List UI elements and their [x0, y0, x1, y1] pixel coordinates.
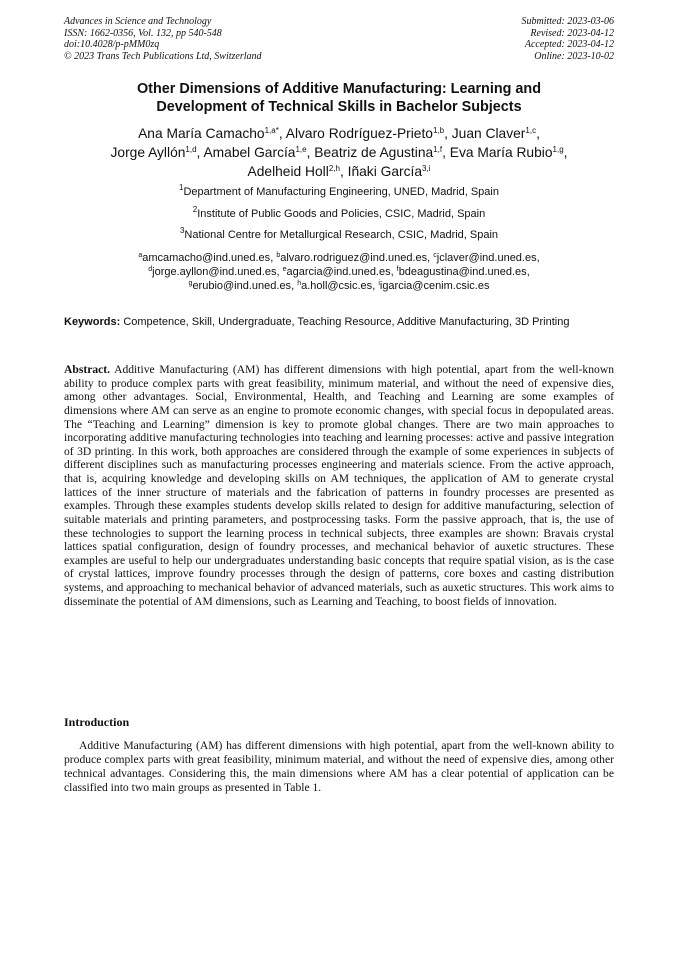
submitted-date: Submitted: 2023-03-06: [521, 16, 614, 27]
introduction-heading: Introduction: [64, 715, 130, 729]
doi: doi:10.4028/p-pMM0zq: [64, 39, 160, 50]
email-separator: ,: [372, 280, 379, 292]
email-line-2: [64, 265, 614, 279]
author-list: [50, 124, 628, 181]
author-affil-mark: 1,g: [552, 145, 564, 154]
email-list: [64, 251, 614, 293]
publication-dates: [522, 16, 615, 62]
email-address[interactable]: agarcia@ind.uned.es: [286, 266, 391, 278]
abstract-label: Abstract.: [64, 363, 111, 376]
author-line-3: [50, 162, 628, 181]
affiliation-1: [64, 183, 614, 199]
email-address[interactable]: alvaro.rodriguez@ind.uned.es: [280, 252, 428, 264]
author-separator: ,: [444, 126, 452, 141]
email-mark: b: [276, 252, 281, 259]
keywords-label: Keywords:: [64, 316, 121, 328]
affiliation-3: [64, 226, 614, 242]
author-name: Alvaro Rodríguez-Prieto: [285, 126, 433, 141]
journal-name: Advances in Science and Technology: [64, 16, 212, 27]
email-separator: ,: [390, 266, 397, 278]
keywords-text: Competence, Skill, Undergraduate, Teaching Resource, Additive Manufacturing, 3D Printing: [123, 316, 570, 328]
author-separator: ,: [278, 126, 286, 141]
author-affil-mark: 1,f: [433, 145, 443, 154]
email-separator: ,: [276, 266, 283, 278]
author-affil-mark: 1,d: [185, 145, 197, 154]
keywords: [64, 315, 614, 329]
author-separator: ,: [339, 164, 348, 179]
email-mark: g: [188, 280, 193, 287]
email-address[interactable]: igarcia@cenim.csic.es: [379, 280, 490, 292]
revised-date: Revised: 2023-04-12: [530, 27, 614, 39]
author-affil-mark: 1,b: [432, 126, 445, 135]
introduction-paragraph: Additive Manufacturing (AM) has different dimensions with high potential, apart from the well-known ability to produce complex parts with great feasibility, minimum material, and without the need of expensive dies, among other technical advantages. Considering this, the main dimensions where AM has a clear potential of application can be classified into two main groups as presented in Table 1.: [64, 739, 614, 794]
affiliation-number: 1: [179, 183, 184, 192]
affiliation-text: National Centre for Metallurgical Research, CSIC, Madrid, Spain: [184, 229, 499, 241]
email-mark: e: [282, 266, 287, 273]
online-date: Online: 2023-10-02: [534, 50, 614, 62]
author-separator: ,: [563, 145, 568, 160]
author-separator: ,: [442, 145, 450, 160]
title-line-2: Development of Technical Skills in Bachelor Subjects: [156, 99, 522, 115]
title-line-1: Other Dimensions of Additive Manufacturing: Learning and: [136, 81, 542, 97]
affiliation-number: 3: [179, 226, 185, 235]
author-name: Eva María Rubio: [449, 145, 553, 160]
abstract-text: Additive Manufacturing (AM) has different dimensions with high potential, apart from the well-known ability to produce complex parts with great feasibility, minimum material, and without the need of expensive dies, among other advantages. Social, Environmental, Health, and Teaching and Learning are some examples of dimensions where AM can serve as an engine to promote economic changes, with special focus in depopulated areas. The “Teaching and Learning” dimension is key to promote global changes. There are two main approaches to incorporating additive manufacturing technologies into teaching and learning processes: active and passive integration of 3D printing. In this work, both approaches are considered through the example of some experiences in subjects of different disciplines such as manufacturing processes engineering and materials science. From the active approach, that is, acquiring knowledge and developing skills on AM techniques, the application of AM to generate crystal lattices of the inner structure of materials and the fabrication of patterns in foundry processes are presented as examples. Through these examples students develop skills related to design for additive manufacturing, selection of suitable materials and printing parameters, and postprocessing tasks. Form the passive approach, that is, the use of these technologies to support the learning process in technical subjects, three examples are shown: Bravais crystal lattices spatial configuration, design of foundry processes, and mechanical behavior of auxetic structures. These examples are useful to help our undergraduates understanding basic concepts that require spatial vision, as is the case of crystal lattices, improve foundry processes through the design of patterns, core boxes and casting distribution systems, and approaching to mechanical behavior of advanced materials, such as auxetic structures. This work aims to disseminate the potential of AM dimensions, such as Learning and Teaching, to boost fields of innovation.: [64, 363, 614, 608]
author-name: Iñaki García: [347, 164, 423, 179]
author-affil-mark: 1,e: [295, 145, 307, 154]
author-name: Adelheid Holl: [247, 164, 329, 179]
email-address[interactable]: a.holl@csic.es: [301, 280, 373, 292]
email-address[interactable]: bdeagustina@ind.uned.es: [398, 266, 527, 278]
author-affil-mark: 1,c: [525, 126, 537, 135]
journal-info: [64, 16, 262, 62]
accepted-date: Accepted: 2023-04-12: [524, 39, 614, 50]
author-affil-mark: 2,h: [328, 164, 340, 173]
email-mark: a: [138, 252, 143, 259]
email-address[interactable]: jorge.ayllon@ind.uned.es: [152, 266, 277, 278]
author-name: Jorge Ayllón: [110, 145, 186, 160]
author-name: Beatriz de Agustina: [314, 145, 434, 160]
affiliation-text: Institute of Public Goods and Policies, CSIC, Madrid, Spain: [197, 208, 486, 220]
email-mark: i: [378, 280, 380, 287]
email-mark: d: [148, 266, 153, 273]
paper-title: [64, 80, 614, 116]
email-separator: ,: [536, 252, 540, 264]
author-separator: ,: [196, 145, 204, 160]
email-mark: h: [297, 280, 302, 287]
author-line-2: [50, 143, 628, 162]
email-separator: ,: [270, 252, 277, 264]
author-line-1: [50, 124, 628, 143]
author-separator: ,: [306, 145, 315, 160]
email-address[interactable]: jclaver@ind.uned.es: [436, 252, 537, 264]
email-separator: ,: [427, 252, 434, 264]
author-name: Juan Claver: [451, 126, 526, 141]
copyright: © 2023 Trans Tech Publications Ltd, Switzerland: [64, 50, 262, 62]
email-address[interactable]: erubio@ind.uned.es: [192, 280, 292, 292]
author-affil-mark: 3,i: [422, 164, 431, 173]
email-line-1: [64, 251, 614, 265]
email-address[interactable]: amcamacho@ind.uned.es: [142, 252, 271, 264]
author-name: Ana María Camacho: [138, 126, 265, 141]
issn: ISSN: 1662-0356, Vol. 132, pp 540-548: [64, 27, 222, 39]
affiliation-text: Department of Manufacturing Engineering, UNED, Madrid, Spain: [183, 186, 499, 198]
author-name: Amabel García: [203, 145, 296, 160]
affiliation-2: [64, 205, 614, 221]
email-separator: ,: [291, 280, 298, 292]
email-separator: ,: [526, 266, 530, 278]
author-affil-mark: 1,a*: [264, 126, 279, 135]
email-mark: c: [433, 252, 437, 259]
email-mark: f: [396, 266, 399, 273]
author-separator: ,: [536, 126, 540, 141]
email-line-3: [64, 279, 614, 293]
affiliation-number: 2: [192, 205, 198, 214]
abstract: [64, 363, 614, 608]
